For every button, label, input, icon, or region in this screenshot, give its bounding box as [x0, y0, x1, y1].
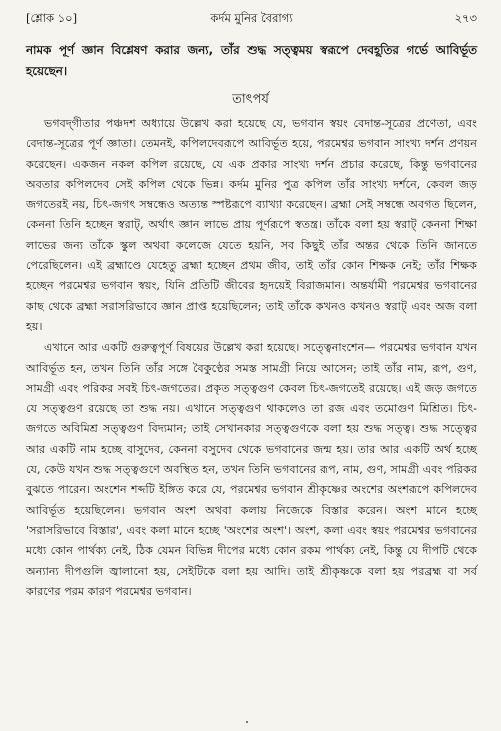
page-number: ২৭৩ — [454, 11, 477, 25]
print-mark — [246, 721, 248, 723]
verse-label: [শ্লোক ১০] — [26, 11, 78, 25]
purport-paragraph: এখানে আর একটি গুরুত্বপূর্ণ বিষয়ের উল্লেখ করা হয়েছে। সত্ত্বেনাংশেন— পরমেশ্বর ভগবান যখন আবির্ভূত হন, তখন তিনি তাঁর সঙ্গে বৈকুণ্ঠের সমস্ত সামগ্রী নিয়ে আসেন; তাই তাঁর নাম, রূপ, গুণ, সামগ্রী এবং পরিকর সবই চিৎ-জগতের। প্রকৃত সত্ত্বগুণ কেবল চিৎ-জগতেই রয়েছে। এই জড় জগতে যে সত্ত্বগুণ রয়েছে তা শুদ্ধ নয়। এখানে সত্ত্বগুণ থাকলেও তা রজ এবং তমোগুণ মিশ্রিত। চিৎ-জগতে অবিমিশ্র সত্ত্বগুণ বিদ্যমান; তাই সেখানকার সত্ত্বগুণকে বলা হয় শুদ্ধ সত্ত্ব। শুদ্ধ সত্ত্বের আর একটি নাম হচ্ছে বাসুদেব, কেননা বসুদেব থেকে ভগবানের জন্ম হয়। তার আর একটি অর্থ হচ্ছে যে, কেউ যখন শুদ্ধ সত্ত্বগুণে অবস্থিত হন, তখন তিনি ভগবানের রূপ, নাম, গুণ, সামগ্রী এবং পরিকর বুঝতে পারেন। অংশেন শব্দটি ইঙ্গিত করে যে, পরমেশ্বর ভগবান শ্রীকৃষ্ণের অংশের অংশরূপে কপিলদেব আবির্ভূত হয়েছিলেন। ভগবান অংশ অথবা কলায় নিজেকে বিস্তার করেন। অংশ মানে হচ্ছে 'সরাসরিভাবে বিস্তার', এবং কলা মানে হচ্ছে 'অংশের অংশ'। অংশ, কলা এবং স্বয়ং পরমেশ্বর ভগবানের মধ্যে কোন পার্থক্য নেই, ঠিক যেমন বিভিন্ন দীপের মধ্যে কোন রকম পার্থক্য নেই, কিন্তু যে দীপটি থেকে অন্যান্য দীপগুলি জ্বালানো হয়, সেইটিকে বলা হয় আদি। তাই শ্রীকৃষ্ণকে বলা হয় পরব্রহ্ম বা সর্ব কারণের পরম কারণ পরমেশ্বর ভগবান। — [26, 341, 477, 598]
chapter-title: কর্দম মুনির বৈরাগ্য — [210, 11, 293, 25]
purport-body — [26, 114, 477, 717]
translation-text: নামক পূর্ণ জ্ঞান বিশ্লেষণ করার জন্য, তাঁর শুদ্ধ সত্ত্বময় স্বরূপে দেবহূতির গর্ভে আবির্ভূত হয়েছেন। — [26, 43, 477, 78]
purport-heading: তাৎপর্য — [232, 92, 269, 107]
purport-paragraph: ভগবদ্‌গীতার পঞ্চদশ অধ্যায়ে উল্লেখ করা হয়েছে যে, ভগবান স্বয়ং বেদান্ত-সূত্রের প্রণেতা, এবং বেদান্ত-সূত্রের পূর্ণ জ্ঞাতা। তেমনই, কপিলদেবরূপে আবির্ভূত হয়ে, পরমেশ্বর ভগবান সাংখ্য দর্শন প্রণয়ন করেছেন। একজন নকল কপিল রয়েছে, যে এক প্রকার সাংখ্য দর্শন প্রচার করেছে, কিন্তু ভগবানের অবতার কপিলদেব সেই কপিল থেকে ভিন্ন। কর্দম মুনির পুত্র কপিল তাঁর সাংখ্য দর্শনে, কেবল জড় জগতেরই নয়, চিৎ-জগৎ সম্বন্ধেও অত্যন্ত স্পষ্টরূপে ব্যাখ্যা করেছেন। ব্রহ্মা সেই সম্বন্ধে অবগত ছিলেন, কেননা তিনি হচ্ছেন স্বরাট্‌, অর্থাৎ জ্ঞান লাভে প্রায় পূর্ণরূপে স্বতন্ত্র। তাঁকে বলা হয় স্বরাট্‌ কেননা শিক্ষা লাভের জন্য তাঁকে স্কুল অথবা কলেজে যেতে হয়নি, সব কিছুই তাঁর অন্তর থেকে তিনি জানতে পেরেছিলেন। এই ব্রহ্মাণ্ডে যেহেতু ব্রহ্মা হচ্ছেন প্রথম জীব, তাই তাঁর কোন শিক্ষক নেই; তাঁর শিক্ষক হচ্ছেন পরমেশ্বর ভগবান স্বয়ং, যিনি প্রতিটি জীবের হৃদয়েই বিরাজমান। অন্তর্যামী পরমেশ্বর ভগবানের কাছ থেকে ব্রহ্মা সরাসরিভাবে জ্ঞান প্রাপ্ত হয়েছিলেন; তাই তাঁকে কখনও কখনও স্বরাট্‌ এবং অজ বলা হয়। — [26, 117, 477, 333]
page-header — [26, 8, 477, 28]
